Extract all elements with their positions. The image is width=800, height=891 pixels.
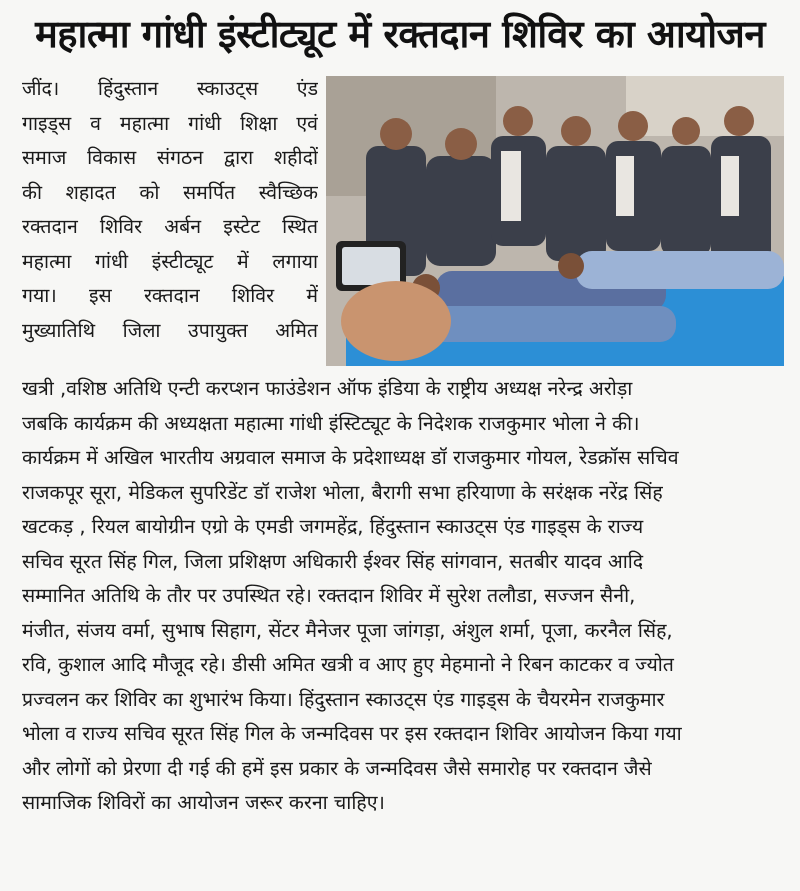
text-line: रवि, कुशाल आदि मौजूद रहे। डीसी अमित खत्री व आए हुए मेहमानो ने रिबन काटकर व ज्योत (22, 653, 674, 676)
text-line: महात्मा गांधी इंस्टीट्यूट में लगाया (22, 249, 318, 273)
article-body (22, 372, 786, 821)
text-line: गाइड्स व महात्मा गांधी शिक्षा एवं (22, 111, 318, 135)
text-line: जबकि कार्यक्रम की अध्यक्षता महात्मा गांधी इंस्टिट्यूट के निदेशक राजकुमार भोला ने की। (22, 411, 640, 435)
text-line: रक्तदान शिविर अर्बन इस्टेट स्थित (22, 215, 318, 238)
text-line: सामाजिक शिविरों का आयोजन जरूर करना चाहिए। (22, 791, 385, 814)
text-line: मुख्यातिथि जिला उपायुक्त अमित (22, 318, 318, 342)
text-line: सम्मानित अतिथि के तौर पर उपस्थित रहे। रक्तदान शिविर में सुरेश तलौडा, सज्जन सैनी, (22, 584, 636, 607)
text-line: जींद। हिंदुस्तान स्काउट्स एंड (22, 77, 318, 100)
text-line: भोला व राज्य सचिव सूरत सिंह गिल के जन्मदिवस पर इस रक्तदान शिविर आयोजन किया गया (22, 722, 682, 745)
text-line: मंजीत, संजय वर्मा, सुभाष सिहाग, सेंटर मैनेजर पूजा जांगड़ा, अंशुल शर्मा, पूजा, करनैल सिंह, (22, 618, 673, 642)
text-line: कार्यक्रम में अखिल भारतीय अग्रवाल समाज के प्रदेशाध्यक्ष डॉ राजकुमार गोयल, रेडक्रॉस सचिव (22, 446, 679, 469)
text-line: राजकपूर सूरा, मेडिकल सुपरिडेंट डॉ राजेश भोला, बैरागी सभा हरियाणा के सरंक्षक नरेंद्र सिंह (22, 480, 663, 504)
text-line: की शहादत को समर्पित स्वैच्छिक (22, 180, 318, 204)
blood-donation-photo (326, 76, 784, 366)
text-line: प्रज्वलन कर शिविर का शुभारंभ किया। हिंदुस्तान स्काउट्स एंड गाइड्स के चैयरमेन राजकुमार (22, 687, 665, 711)
text-line: समाज विकास संगठन द्वारा शहीदों (22, 146, 318, 169)
intro-column (22, 72, 318, 348)
text-line: खत्री ,वशिष्ठ अतिथि एन्टी करप्शन फाउंडेशन ऑफ इंडिया के राष्ट्रीय अध्यक्ष नरेन्द्र अरोड़ा (22, 377, 633, 400)
text-line: गया। इस रक्तदान शिविर में (22, 284, 318, 307)
news-photo (326, 76, 784, 366)
text-line: खटकड़ , रियल बायोग्रीन एग्रो के एमडी जगमहेंद्र, हिंदुस्तान स्काउट्स एंड गाइड्स के राज्य (22, 515, 644, 538)
headline: महात्मा गांधी इंस्टीट्यूट में रक्तदान शिविर का आयोजन (35, 12, 765, 56)
text-line: सचिव सूरत सिंह गिल, जिला प्रशिक्षण अधिकारी ईश्वर सिंह सांगवान, सतबीर यादव आदि (22, 549, 644, 573)
text-line: और लोगों को प्रेरणा दी गई की हमें इस प्रकार के जन्मदिवस जैसे समारोह पर रक्तदान जैसे (22, 756, 652, 780)
